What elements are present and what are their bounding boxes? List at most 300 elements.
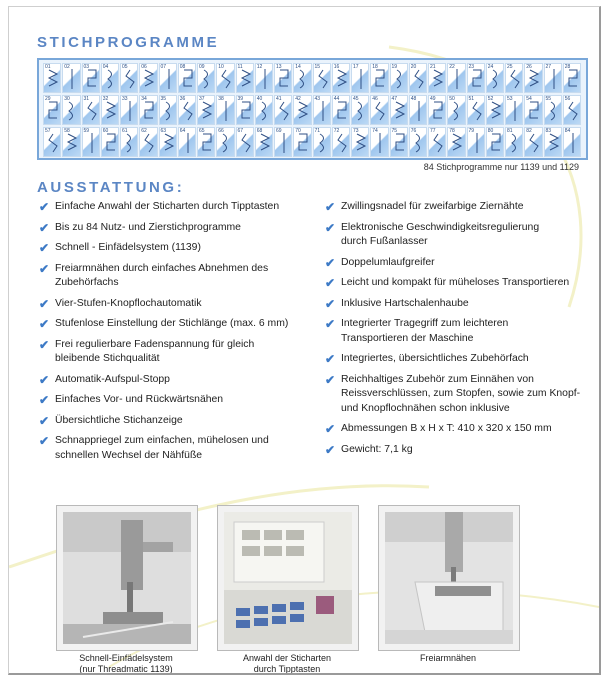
stitch-number: 64 xyxy=(179,128,186,134)
stitch-cell xyxy=(447,63,465,93)
stitch-cell xyxy=(563,63,581,93)
stitch-number: 39 xyxy=(237,96,244,102)
free-arm-photo xyxy=(385,512,513,644)
stitch-cell xyxy=(332,127,350,157)
stitch-pattern-icon xyxy=(355,68,367,90)
stitch-cell xyxy=(486,63,504,93)
feature-item xyxy=(39,317,304,332)
stitch-cell xyxy=(293,127,311,157)
stitch-pattern-icon xyxy=(509,68,521,90)
feature-text-cont: Transportieren der Maschine xyxy=(341,332,474,344)
feature-item xyxy=(325,317,587,346)
stitch-cell xyxy=(293,63,311,93)
stitch-cell xyxy=(197,95,215,125)
stitch-cell xyxy=(236,127,254,157)
photo-free-arm xyxy=(378,505,520,651)
stitch-cell xyxy=(544,95,562,125)
feature-item xyxy=(325,276,587,291)
stitch-pattern-icon xyxy=(528,132,540,154)
stitch-pattern-icon xyxy=(240,132,252,154)
stitch-cell xyxy=(62,127,80,157)
stitch-number: 26 xyxy=(526,64,532,70)
check-icon: ✔ xyxy=(325,422,336,436)
stitch-pattern-icon xyxy=(47,68,59,90)
stitch-number: 09 xyxy=(199,64,205,70)
stitch-pattern-icon xyxy=(528,68,540,90)
stitch-number: 05 xyxy=(122,64,128,70)
stitch-number: 78 xyxy=(449,128,455,134)
stitch-pattern-icon xyxy=(509,132,521,154)
stitch-pattern-icon xyxy=(432,68,444,90)
feature-item xyxy=(325,221,587,250)
stitch-number: 60 xyxy=(102,128,109,134)
stitch-pattern-icon xyxy=(317,100,329,122)
stitch-pattern-icon xyxy=(471,68,483,90)
check-icon: ✔ xyxy=(325,352,336,366)
check-icon: ✔ xyxy=(39,434,50,448)
stitch-pattern-icon xyxy=(66,132,78,154)
stitch-cell xyxy=(467,127,485,157)
stitch-cell xyxy=(563,127,581,157)
stitch-number: 06 xyxy=(141,64,147,70)
stitch-pattern-icon xyxy=(413,132,425,154)
feature-item xyxy=(325,200,587,215)
stitch-pattern-icon xyxy=(240,100,252,122)
stitch-pattern-icon xyxy=(432,132,444,154)
check-icon: ✔ xyxy=(39,220,50,235)
stitch-pattern-icon xyxy=(355,132,367,154)
stitch-number: 76 xyxy=(410,128,417,134)
stitch-programs-heading: STICHPROGRAMME xyxy=(37,34,220,51)
stitch-number: 02 xyxy=(64,64,70,70)
feature-item xyxy=(39,241,304,256)
feature-text: Leicht und kompakt für müheloses Transportieren xyxy=(341,277,570,288)
feature-text: Inklusive Hartschalenhaube xyxy=(341,297,469,309)
stitch-pattern-icon xyxy=(259,68,271,90)
stitch-number: 72 xyxy=(333,128,340,134)
stitch-pattern-icon xyxy=(163,100,175,122)
stitch-pattern-icon xyxy=(394,68,406,90)
stitch-pattern-icon xyxy=(240,68,252,90)
check-icon: ✔ xyxy=(39,317,50,331)
stitch-cell xyxy=(447,127,465,157)
stitch-cell xyxy=(313,95,331,125)
stitch-pattern-icon xyxy=(548,132,560,154)
stitch-cell xyxy=(120,127,138,157)
stitch-cell xyxy=(178,95,196,125)
stitch-pattern-icon xyxy=(374,100,386,122)
stitch-cell xyxy=(101,63,119,93)
stitch-pattern-icon xyxy=(143,68,155,90)
stitch-number: 33 xyxy=(122,96,128,102)
brochure-page xyxy=(8,6,601,675)
feature-text: Frei regulierbare Fadenspannung für gleich xyxy=(55,338,255,350)
stitch-number: 29 xyxy=(45,96,51,102)
stitch-number: 35 xyxy=(160,96,167,102)
stitch-number: 10 xyxy=(218,64,224,70)
stitch-number: 48 xyxy=(410,96,417,102)
stitch-pattern-icon xyxy=(105,68,117,90)
stitch-cell xyxy=(197,127,215,157)
stitch-cell xyxy=(544,127,562,157)
stitch-cell xyxy=(274,63,292,93)
feature-item xyxy=(39,200,304,215)
stitch-cell xyxy=(293,95,311,125)
features-heading: AUSSTATTUNG: xyxy=(37,179,185,196)
stitch-number: 30 xyxy=(64,96,70,102)
stitch-cell xyxy=(563,95,581,125)
feature-item xyxy=(39,338,304,367)
feature-text-cont: durch Fußanlasser xyxy=(341,236,428,247)
photo-stitch-selection xyxy=(217,505,359,651)
stitch-cell xyxy=(505,63,523,93)
stitch-number: 49 xyxy=(430,96,436,102)
stitch-number: 31 xyxy=(83,96,90,102)
caption-line: Freiarmnähen xyxy=(419,653,477,663)
stitch-pattern-icon xyxy=(394,100,406,122)
stitch-pattern-icon xyxy=(413,100,425,122)
stitch-pattern-icon xyxy=(66,68,78,90)
stitch-cell xyxy=(139,63,157,93)
stitch-number: 75 xyxy=(391,128,398,134)
stitch-pattern-icon xyxy=(394,132,406,154)
stitch-pattern-icon xyxy=(432,100,444,122)
stitch-pattern-icon xyxy=(548,100,560,122)
stitch-row xyxy=(43,127,582,157)
stitch-cell xyxy=(370,63,388,93)
feature-item xyxy=(325,422,587,437)
check-icon: ✔ xyxy=(39,413,50,428)
feature-item xyxy=(325,256,587,271)
stitch-cell xyxy=(236,63,254,93)
stitch-cell xyxy=(370,127,388,157)
stitch-cell xyxy=(409,127,427,157)
stitch-pattern-icon xyxy=(124,68,136,90)
stitch-number: 28 xyxy=(564,64,571,70)
stitch-cell xyxy=(178,63,196,93)
stitch-pattern-icon xyxy=(143,100,155,122)
stitch-number: 12 xyxy=(256,64,263,70)
feature-text-cont: schnellen Wechsel der Nähfüße xyxy=(55,449,203,461)
stitch-number: 52 xyxy=(487,96,494,102)
stitch-number: 84 xyxy=(564,128,571,134)
stitch-pattern-icon xyxy=(528,100,540,122)
stitch-cell xyxy=(120,95,138,125)
stitch-number: 11 xyxy=(237,64,243,70)
feature-text-cont: und Knopflochnähen schon inklusive xyxy=(341,402,510,414)
stitch-cell xyxy=(390,127,408,157)
feature-text: Einfaches Vor- und Rückwärtsnähen xyxy=(55,394,224,405)
feature-text: Schnell - Einfädelsystem (1139) xyxy=(55,242,201,253)
stitch-cell xyxy=(43,127,61,157)
stitch-pattern-icon xyxy=(567,68,579,90)
stitch-number: 73 xyxy=(353,128,359,134)
feature-text: Reichhaltiges Zubehör zum Einnähen von xyxy=(341,373,534,385)
stitch-cell xyxy=(216,95,234,125)
stitch-cell xyxy=(159,63,177,93)
stitch-number: 16 xyxy=(333,64,340,70)
stitch-number: 63 xyxy=(160,128,167,134)
stitch-pattern-icon xyxy=(297,132,309,154)
features-list-right xyxy=(325,200,587,463)
check-icon: ✔ xyxy=(39,372,50,387)
check-icon: ✔ xyxy=(325,276,336,290)
feature-text: Gewicht: 7,1 kg xyxy=(341,443,413,455)
check-icon: ✔ xyxy=(325,296,336,311)
stitch-cell xyxy=(255,95,273,125)
stitch-pattern-icon xyxy=(201,68,213,90)
stitch-number: 43 xyxy=(314,96,321,102)
stitch-cell xyxy=(216,63,234,93)
stitch-number: 45 xyxy=(353,96,359,102)
stitch-number: 51 xyxy=(468,96,475,102)
stitch-number: 54 xyxy=(526,96,532,102)
stitch-number: 27 xyxy=(545,64,552,70)
stitch-pattern-icon xyxy=(278,68,290,90)
feature-item xyxy=(39,297,304,312)
check-icon: ✔ xyxy=(325,200,336,214)
stitch-cell xyxy=(447,95,465,125)
stitch-pattern-icon xyxy=(451,100,463,122)
stitch-cell xyxy=(351,95,369,125)
features-list-left xyxy=(39,200,304,469)
stitch-cell xyxy=(62,63,80,93)
stitch-cell xyxy=(544,63,562,93)
stitch-cell xyxy=(467,63,485,93)
stitch-pattern-icon xyxy=(471,132,483,154)
stitch-cell xyxy=(524,63,542,93)
stitch-number: 13 xyxy=(276,64,282,70)
feature-text: Elektronische Geschwindigkeitsregulierung xyxy=(341,221,540,233)
stitch-pattern-icon xyxy=(374,132,386,154)
stitch-number: 37 xyxy=(199,96,205,102)
photo-caption xyxy=(46,653,206,675)
stitch-pattern-icon xyxy=(201,132,213,154)
stitch-cell xyxy=(139,95,157,125)
stitch-cell xyxy=(428,127,446,157)
stitch-number: 58 xyxy=(64,128,70,134)
stitch-row xyxy=(43,63,582,93)
stitch-number: 42 xyxy=(295,96,301,102)
stitch-number: 68 xyxy=(256,128,263,134)
stitch-pattern-icon xyxy=(374,68,386,90)
stitch-cell xyxy=(390,63,408,93)
feature-text: Bis zu 84 Nutz- und Zierstichprogramme xyxy=(55,221,241,233)
stitch-cell xyxy=(43,63,61,93)
stitch-cell xyxy=(524,95,542,125)
stitch-pattern-icon xyxy=(451,132,463,154)
stitch-cell xyxy=(255,63,273,93)
check-icon: ✔ xyxy=(39,296,50,311)
stitch-cell xyxy=(101,127,119,157)
feature-text: Abmessungen B x H x T: 410 x 320 x 150 mm xyxy=(341,423,552,434)
feature-text: Doppelumlaufgreifer xyxy=(341,256,435,268)
stitch-number: 79 xyxy=(468,128,475,134)
stitch-selection-photo xyxy=(224,512,352,644)
stitch-pattern-icon xyxy=(86,68,98,90)
stitch-number: 24 xyxy=(487,64,494,70)
stitch-number: 61 xyxy=(122,128,128,134)
stitch-pattern-icon xyxy=(105,132,117,154)
stitch-cell xyxy=(255,127,273,157)
stitch-pattern-icon xyxy=(278,100,290,122)
stitch-cell xyxy=(120,63,138,93)
stitch-number: 71 xyxy=(314,128,321,134)
stitch-cell xyxy=(370,95,388,125)
feature-text: Vier-Stufen-Knopflochautomatik xyxy=(55,297,202,309)
stitch-cell xyxy=(159,95,177,125)
stitch-pattern-icon xyxy=(143,132,155,154)
caption-line: Schnell-Einfädelsystem xyxy=(79,653,173,663)
check-icon: ✔ xyxy=(39,200,50,214)
feature-text: Freiarmnähen durch einfaches Abnehmen des xyxy=(55,262,269,274)
stitch-number: 50 xyxy=(449,96,455,102)
stitch-number: 20 xyxy=(410,64,417,70)
stitch-pattern-icon xyxy=(220,132,232,154)
stitch-cell xyxy=(390,95,408,125)
stitch-number: 04 xyxy=(102,64,109,70)
stitch-pattern-icon xyxy=(105,100,117,122)
stitch-cell xyxy=(159,127,177,157)
feature-item xyxy=(39,414,304,429)
stitch-number: 53 xyxy=(507,96,513,102)
stitch-number: 70 xyxy=(295,128,301,134)
stitch-number: 41 xyxy=(276,96,282,102)
stitch-row xyxy=(43,95,582,125)
stitch-cell xyxy=(428,63,446,93)
stitch-pattern-icon xyxy=(201,100,213,122)
caption-line: Anwahl der Sticharten xyxy=(242,653,332,663)
feature-text-cont: bleibende Stichqualität xyxy=(55,353,160,364)
stitch-pattern-icon xyxy=(124,100,136,122)
stitch-cell xyxy=(505,95,523,125)
stitch-number: 01 xyxy=(45,64,51,70)
stitch-pattern-icon xyxy=(182,100,194,122)
stitch-pattern-icon xyxy=(355,100,367,122)
stitch-pattern-icon xyxy=(163,132,175,154)
stitch-cell xyxy=(351,127,369,157)
stitch-number: 77 xyxy=(430,128,436,134)
stitch-cell xyxy=(351,63,369,93)
stitch-pattern-icon xyxy=(259,132,271,154)
stitch-pattern-icon xyxy=(220,100,232,122)
feature-item xyxy=(325,373,587,417)
check-icon: ✔ xyxy=(39,393,50,407)
stitch-cell xyxy=(313,63,331,93)
stitch-number: 17 xyxy=(353,64,359,70)
stitch-number: 44 xyxy=(333,96,340,102)
stitch-cell xyxy=(139,127,157,157)
stitch-pattern-icon xyxy=(163,68,175,90)
stitch-cell xyxy=(274,127,292,157)
stitch-pattern-icon xyxy=(182,68,194,90)
check-icon: ✔ xyxy=(325,255,336,270)
stitch-number: 23 xyxy=(468,64,475,70)
stitch-programs-caption: 84 Stichprogramme nur 1139 und 1129 xyxy=(423,162,579,172)
stitch-pattern-icon xyxy=(278,132,290,154)
stitch-number: 82 xyxy=(526,128,532,134)
stitch-number: 59 xyxy=(83,128,90,134)
stitch-cell xyxy=(332,95,350,125)
stitch-number: 80 xyxy=(487,128,494,134)
stitch-cell xyxy=(82,127,100,157)
stitch-number: 21 xyxy=(430,64,436,70)
stitch-pattern-icon xyxy=(490,100,502,122)
feature-text: Schnappriegel zum einfachen, mühelosen und xyxy=(55,435,269,446)
check-icon: ✔ xyxy=(325,442,336,457)
stitch-number: 62 xyxy=(141,128,147,134)
stitch-pattern-icon xyxy=(567,100,579,122)
check-icon: ✔ xyxy=(39,337,50,352)
photo-threading xyxy=(56,505,198,651)
stitch-cell xyxy=(274,95,292,125)
feature-item xyxy=(39,262,304,291)
stitch-programs-panel xyxy=(37,58,588,160)
stitch-pattern-icon xyxy=(471,100,483,122)
stitch-pattern-icon xyxy=(297,68,309,90)
stitch-number: 57 xyxy=(45,128,51,134)
stitch-pattern-icon xyxy=(220,68,232,90)
stitch-pattern-icon xyxy=(336,100,348,122)
check-icon: ✔ xyxy=(325,372,336,387)
stitch-cell xyxy=(505,127,523,157)
caption-line: durch Tipptasten xyxy=(253,664,321,674)
stitch-pattern-icon xyxy=(124,132,136,154)
stitch-cell xyxy=(313,127,331,157)
stitch-cell xyxy=(409,63,427,93)
stitch-pattern-icon xyxy=(47,132,59,154)
stitch-cell xyxy=(62,95,80,125)
stitch-cell xyxy=(178,127,196,157)
stitch-pattern-icon xyxy=(451,68,463,90)
stitch-pattern-icon xyxy=(317,132,329,154)
stitch-number: 34 xyxy=(141,96,147,102)
feature-text-cont: Reissverschlüssen, zum Stopfen, sowie zum Knopf- xyxy=(341,388,581,399)
check-icon: ✔ xyxy=(325,220,336,235)
stitch-number: 83 xyxy=(545,128,552,134)
feature-text: Integriertes, übersichtliches Zubehörfach xyxy=(341,353,529,364)
stitch-pattern-icon xyxy=(297,100,309,122)
stitch-cell xyxy=(486,127,504,157)
feature-text: Zwillingsnadel für zweifarbige Ziernähte xyxy=(341,201,524,212)
stitch-cell xyxy=(236,95,254,125)
stitch-pattern-icon xyxy=(490,68,502,90)
feature-item xyxy=(325,443,587,458)
feature-item xyxy=(39,393,304,408)
stitch-number: 74 xyxy=(372,128,378,134)
feature-item xyxy=(325,297,587,312)
stitch-pattern-icon xyxy=(413,68,425,90)
feature-text: Integrierter Tragegriff zum leichteren xyxy=(341,318,509,329)
check-icon: ✔ xyxy=(39,241,50,255)
stitch-number: 65 xyxy=(199,128,205,134)
feature-item xyxy=(39,221,304,236)
stitch-number: 18 xyxy=(372,64,378,70)
feature-item xyxy=(325,352,587,367)
stitch-number: 15 xyxy=(314,64,321,70)
stitch-cell xyxy=(101,95,119,125)
feature-item xyxy=(39,373,304,388)
stitch-pattern-icon xyxy=(567,132,579,154)
feature-text: Stufenlose Einstellung der Stichlänge (max. 6 mm) xyxy=(55,318,289,329)
stitch-pattern-icon xyxy=(509,100,521,122)
stitch-cell xyxy=(524,127,542,157)
stitch-pattern-icon xyxy=(86,100,98,122)
stitch-number: 38 xyxy=(218,96,224,102)
stitch-number: 36 xyxy=(179,96,186,102)
stitch-number: 03 xyxy=(83,64,90,70)
stitch-number: 19 xyxy=(391,64,398,70)
